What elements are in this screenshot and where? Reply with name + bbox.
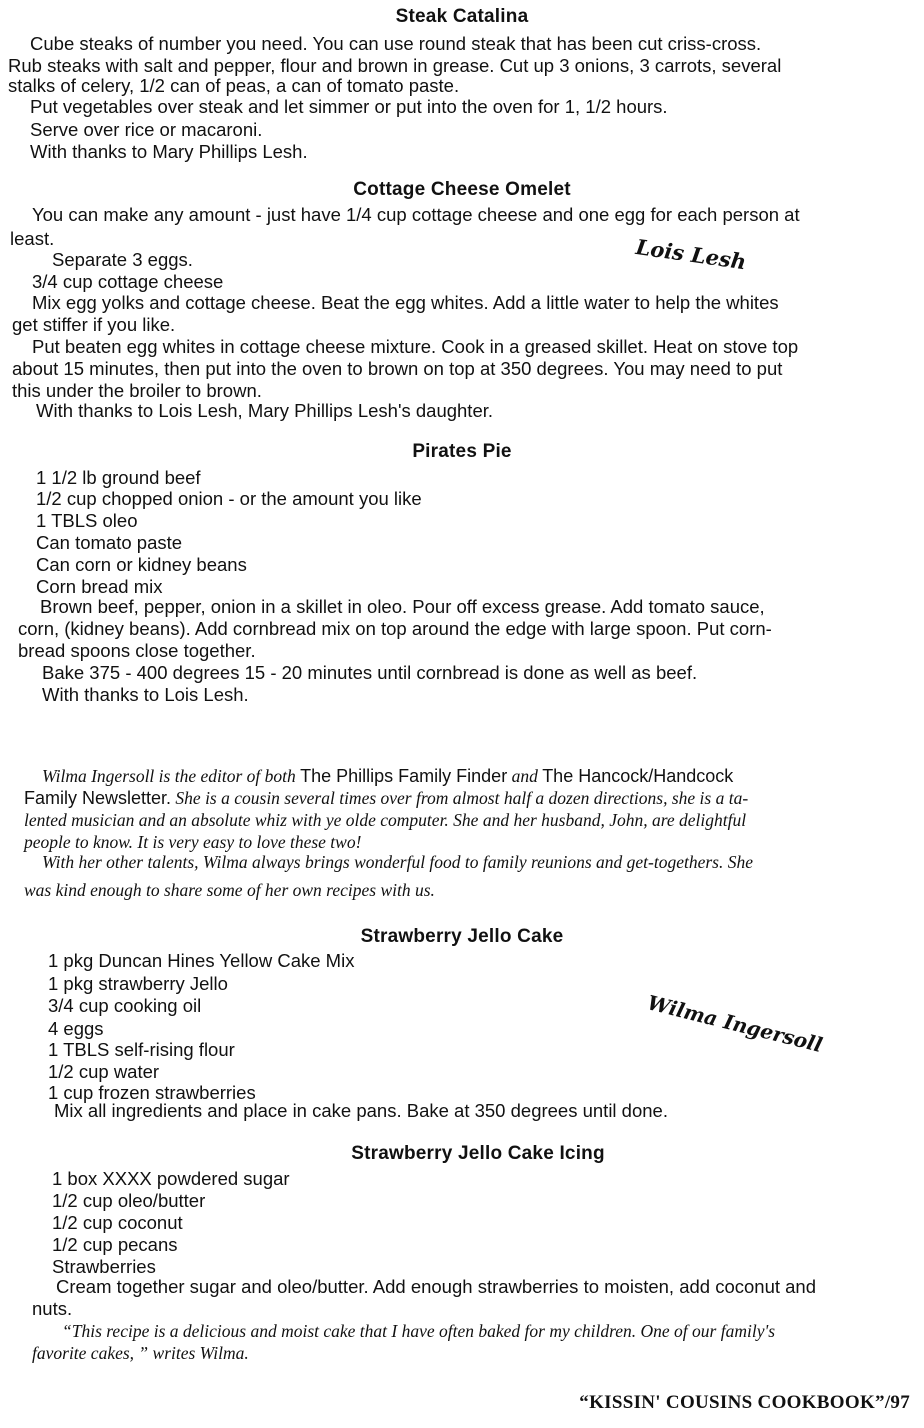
recipe-line: 1 pkg strawberry Jello [48, 973, 228, 994]
recipe-line: Cream together sugar and oleo/butter. Add enough strawberries to moisten, add coconut and [56, 1276, 817, 1297]
publication-name: The Phillips Family Finder [300, 766, 508, 786]
publication-name: The Hancock/Handcock [542, 766, 734, 786]
recipe-line: Put vegetables over steak and let simmer or put into the oven for 1, 1/2 hours. [30, 96, 668, 117]
recipe-line: Rub steaks with salt and pepper, flour and brown in grease. Cut up 3 onions, 3 carrots, several [8, 55, 782, 76]
recipe-title-steak-catalina: Steak Catalina [395, 6, 529, 27]
recipe-line: 3/4 cup cottage cheese [32, 271, 224, 292]
signature-wilma-ingersoll: Wilma Ingersoll [645, 990, 825, 1058]
recipe-line: get stiffer if you like. [12, 314, 176, 335]
recipe-line: Can tomato paste [36, 532, 183, 553]
recipe-line: 1 pkg Duncan Hines Yellow Cake Mix [48, 950, 355, 971]
recipe-line: 3/4 cup cooking oil [48, 995, 202, 1016]
recipe-line: this under the broiler to brown. [12, 380, 262, 401]
recipe-line: Mix egg yolks and cottage cheese. Beat the egg whites. Add a little water to help the whites [32, 292, 779, 313]
recipe-line: least. [10, 228, 55, 249]
recipe-line: 1/2 cup pecans [52, 1234, 178, 1255]
recipe-line: With thanks to Mary Phillips Lesh. [30, 141, 308, 162]
signature-lois-lesh: Lois Lesh [634, 234, 748, 275]
recipe-title-cottage-cheese-omelet: Cottage Cheese Omelet [353, 179, 571, 200]
intro-name: Wilma Ingersoll [42, 766, 155, 786]
recipe-line: Separate 3 eggs. [52, 249, 193, 270]
recipe-line: 1 1/2 lb ground beef [36, 467, 201, 488]
recipe-line: bread spoons close together. [18, 640, 256, 661]
recipe-line: With thanks to Lois Lesh, Mary Phillips Lesh's daughter. [36, 400, 494, 421]
recipe-line: Put beaten egg whites in cottage cheese mixture. Cook in a greased skillet. Heat on stove top [32, 336, 799, 357]
recipe-line: Can corn or kidney beans [36, 554, 247, 575]
recipe-line: 1 cup frozen strawberries [48, 1082, 256, 1103]
recipe-title-strawberry-jello-cake: Strawberry Jello Cake [360, 926, 564, 947]
recipe-line: Corn bread mix [36, 576, 163, 597]
recipe-line: 1 box XXXX powdered sugar [52, 1168, 290, 1189]
recipe-line: corn, (kidney beans). Add cornbread mix on top around the edge with large spoon. Put corn- [18, 618, 772, 639]
recipe-line: Mix all ingredients and place in cake pans. Bake at 350 degrees until done. [54, 1100, 668, 1121]
wilma-quote: “This recipe is a delicious and moist cake that I have often baked for my children. One of our family's [62, 1321, 776, 1341]
recipe-title-cake-icing: Strawberry Jello Cake Icing [351, 1143, 605, 1164]
recipe-line: stalks of celery, 1/2 can of peas, a can of tomato paste. [8, 75, 460, 96]
recipe-line: 1/2 cup water [48, 1061, 160, 1082]
recipe-line: 1/2 cup chopped onion - or the amount you like [36, 488, 422, 509]
recipe-line: You can make any amount - just have 1/4 cup cottage cheese and one egg for each person at [32, 204, 800, 225]
recipe-line: Brown beef, pepper, onion in a skillet in oleo. Pour off excess grease. Add tomato sauce, [40, 596, 765, 617]
recipe-title-pirates-pie: Pirates Pie [412, 441, 512, 462]
recipe-line: Bake 375 - 400 degrees 15 - 20 minutes until cornbread is done as well as beef. [42, 662, 698, 683]
recipe-line: Strawberries [52, 1256, 156, 1277]
recipe-line: nuts. [32, 1298, 73, 1319]
recipe-line: Cube steaks of number you need. You can use round steak that has been cut criss-cross. [30, 33, 762, 54]
recipe-line: With thanks to Lois Lesh. [42, 684, 249, 705]
wilma-quote: favorite cakes, ” writes Wilma. [32, 1343, 249, 1363]
recipe-line: 1/2 cup oleo/butter [52, 1190, 206, 1211]
recipe-line: about 15 minutes, then put into the oven to brown on top at 350 degrees. You may need to put [12, 358, 783, 379]
intro-paragraph-2: With her other talents, Wilma always brings wonderful food to family reunions and get-togethers. She was kind enough to share some of her own recipes with us. [24, 852, 753, 900]
recipe-line: 1 TBLS self-rising flour [48, 1039, 235, 1060]
intro-paragraph-1: Wilma Ingersoll is the editor of both The Phillips Family Finder and The Hancock/Handcock Family Newsletter. She is a cousin several times over from almost half a dozen directions, she is a ta- lented musician and an absolute whiz with ye olde computer. She and her husband, John, are delightful people to know. It is very easy to love these two! [24, 766, 749, 852]
publication-name: Family Newsletter. [24, 788, 172, 808]
page-footer: “KISSIN' COUSINS COOKBOOK”/97 [579, 1392, 910, 1413]
recipe-line: Serve over rice or macaroni. [30, 119, 263, 140]
recipe-line: 1 TBLS oleo [36, 510, 138, 531]
recipe-line: 4 eggs [48, 1018, 104, 1039]
recipe-line: 1/2 cup coconut [52, 1212, 183, 1233]
